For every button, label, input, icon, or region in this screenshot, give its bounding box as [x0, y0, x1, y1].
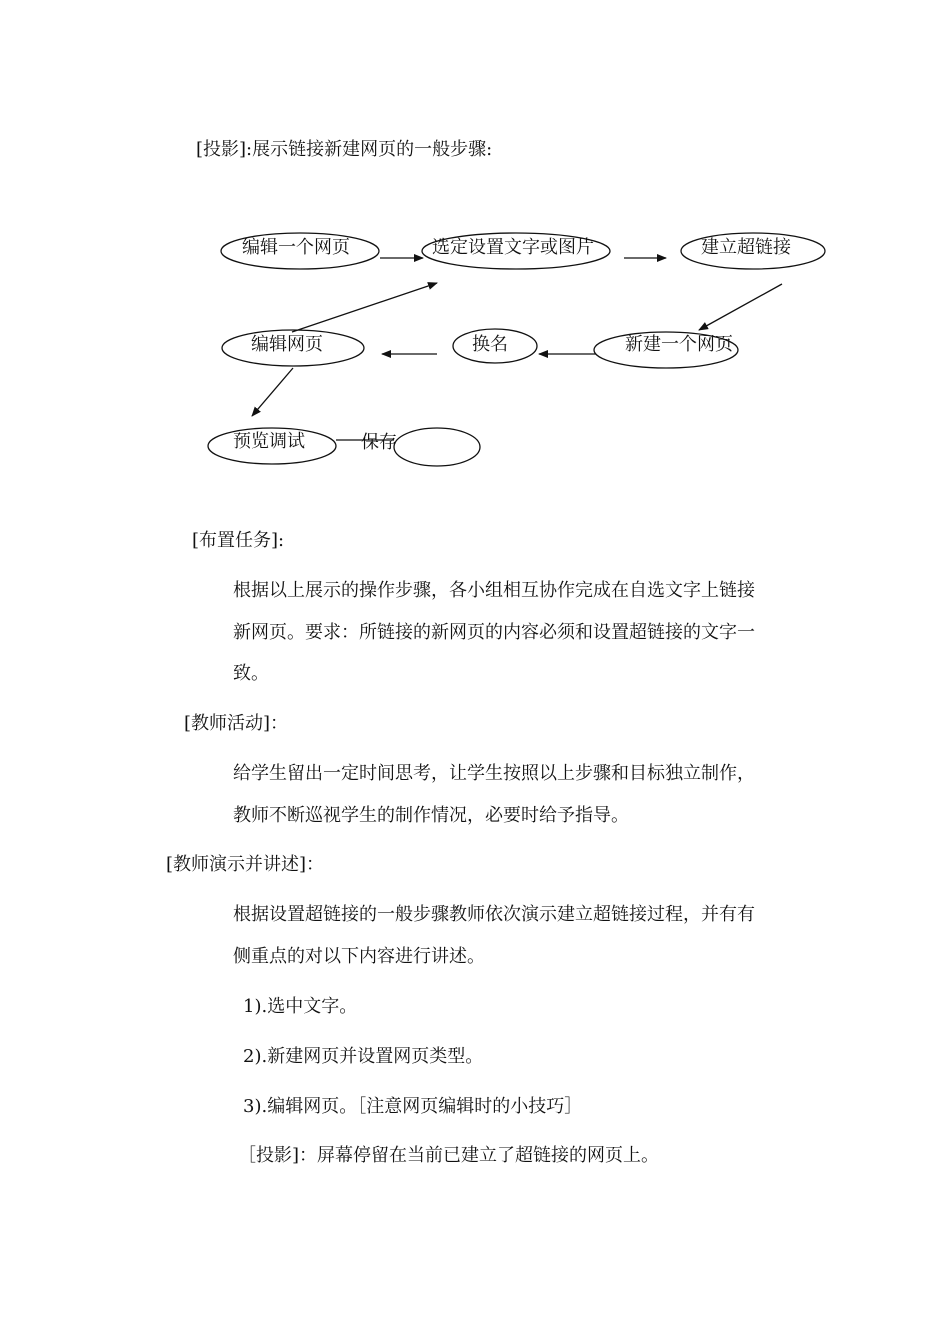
- arrow-link-to-new: [699, 284, 782, 330]
- section-demo-item-2: 2).新建网页并设置网页类型。: [243, 1046, 484, 1067]
- node-select-text-label: 选定设置文字或图片: [432, 237, 594, 258]
- arrow-edit-back-to-select: [292, 283, 437, 332]
- section-task-heading: [布置任务]:: [192, 530, 285, 551]
- section-demo-line-1: 根据设置超链接的一般步骤教师依次演示建立超链接过程，并有有: [233, 904, 755, 925]
- section-task-line-2: 新网页。要求：所链接的新网页的内容必须和设置超链接的文字一: [233, 622, 755, 643]
- arrow-edit-to-preview: [252, 368, 293, 416]
- node-preview-label: 预览调试: [233, 431, 305, 452]
- node-edit-page-label: 编辑一个网页: [242, 237, 350, 258]
- section-task-line-3: 致。: [233, 663, 269, 684]
- node-save-ellipse: [394, 428, 480, 466]
- intro-line: [投影]:展示链接新建网页的一般步骤:: [196, 139, 493, 160]
- node-create-link-label: 建立超链接: [701, 237, 791, 258]
- section-demo-line-2: 侧重点的对以下内容进行讲述。: [233, 946, 485, 967]
- node-rename-label: 换名: [472, 334, 508, 355]
- section-demo-item-1: 1).选中文字。: [243, 996, 358, 1017]
- section-demo-item-3: 3).编辑网页。［注意网页编辑时的小技巧］: [243, 1096, 583, 1117]
- section-task-line-1: 根据以上展示的操作步骤，各小组相互协作完成在自选文字上链接: [233, 580, 755, 601]
- node-edit-web-label: 编辑网页: [251, 334, 323, 355]
- section-teacher-heading: [教师活动]：: [184, 713, 289, 734]
- node-new-page-label: 新建一个网页: [625, 334, 733, 355]
- section-teacher-line-2: 教师不断巡视学生的制作情况，必要时给予指导。: [233, 805, 629, 826]
- node-save-label: 保存: [361, 432, 397, 453]
- section-teacher-line-1: 给学生留出一定时间思考，让学生按照以上步骤和目标独立制作，: [233, 763, 755, 784]
- section-demo-note: ［投影]：屏幕停留在当前已建立了超链接的网页上。: [238, 1145, 660, 1166]
- section-demo-heading: [教师演示并讲述]：: [166, 854, 325, 875]
